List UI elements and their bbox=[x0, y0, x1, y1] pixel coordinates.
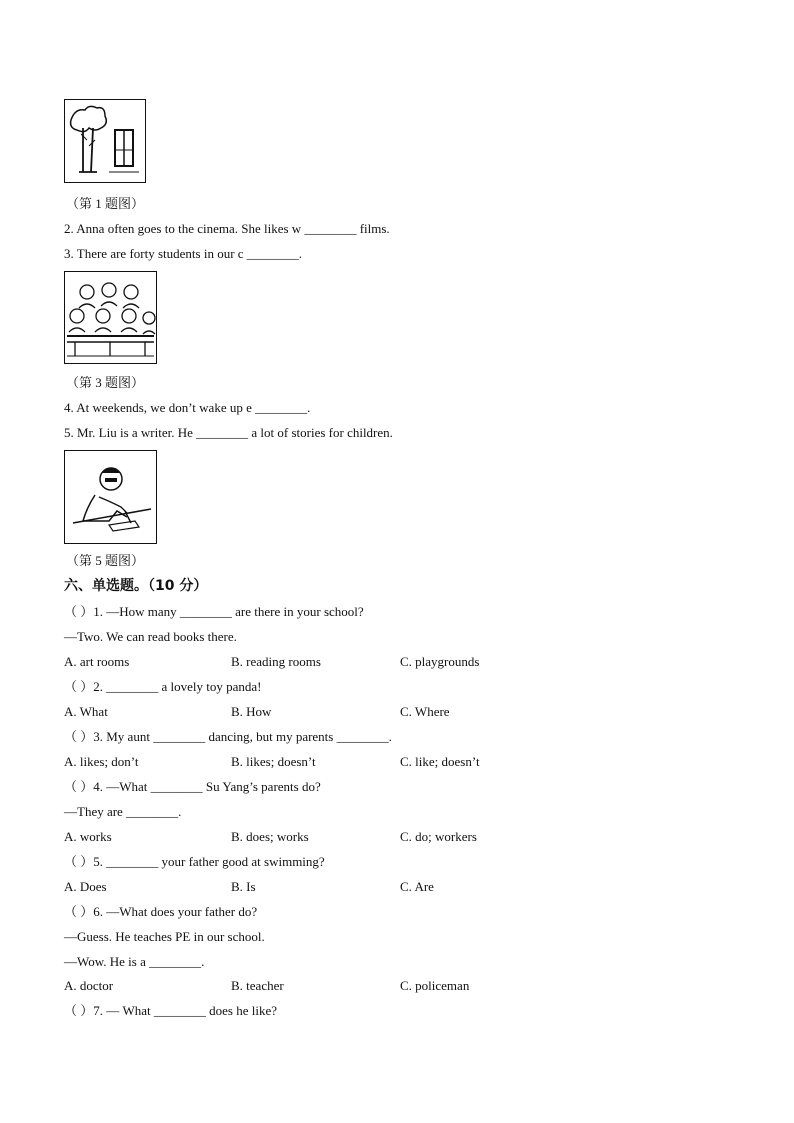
figure-caption: （第 1 题图） bbox=[66, 196, 145, 211]
figure-tree-window bbox=[64, 99, 146, 183]
mc-question-stem: （ ）5. ________ your father good at swimming? bbox=[64, 854, 325, 869]
figure-caption: （第 3 题图） bbox=[66, 375, 145, 390]
figure-writer bbox=[64, 450, 157, 544]
section-title: 六、单选题。（10 分） bbox=[64, 578, 208, 594]
option-a: A. likes; don’t bbox=[64, 754, 139, 769]
option-a: A. What bbox=[64, 704, 108, 719]
option-a: A. art rooms bbox=[64, 654, 130, 669]
option-c: C. do; workers bbox=[400, 829, 477, 844]
option-b: B. reading rooms bbox=[231, 654, 321, 669]
option-a: A. works bbox=[64, 829, 112, 844]
option-b: B. does; works bbox=[231, 829, 309, 844]
mc-question-line: —Guess. He teaches PE in our school. bbox=[64, 929, 265, 944]
fill-in-question: 4. At weekends, we don’t wake up e ________. bbox=[64, 400, 311, 415]
mc-question-stem: （ ）1. —How many ________ are there in your school? bbox=[64, 604, 364, 619]
mc-question-stem: （ ）4. —What ________ Su Yang’s parents do? bbox=[64, 779, 321, 794]
option-b: B. How bbox=[231, 704, 272, 719]
option-c: C. Where bbox=[400, 704, 450, 719]
option-b: B. Is bbox=[231, 879, 256, 894]
mc-question-stem: （ ）2. ________ a lovely toy panda! bbox=[64, 679, 262, 694]
fill-in-question: 5. Mr. Liu is a writer. He ________ a lot of stories for children. bbox=[64, 425, 393, 440]
option-b: B. likes; doesn’t bbox=[231, 754, 316, 769]
fill-in-question: 3. There are forty students in our c ________. bbox=[64, 246, 303, 261]
option-a: A. doctor bbox=[64, 978, 114, 993]
option-a: A. Does bbox=[64, 879, 107, 894]
mc-question-line: —Wow. He is a ________. bbox=[64, 954, 205, 969]
option-c: C. Are bbox=[400, 879, 434, 894]
mc-question-line: —They are ________. bbox=[64, 804, 182, 819]
mc-question-stem: （ ）3. My aunt ________ dancing, but my parents ________. bbox=[64, 729, 392, 744]
option-c: C. policeman bbox=[400, 978, 470, 993]
mc-question-stem: （ ）6. —What does your father do? bbox=[64, 904, 258, 919]
fill-in-question: 2. Anna often goes to the cinema. She likes w ________ films. bbox=[64, 221, 390, 236]
option-b: B. teacher bbox=[231, 978, 284, 993]
figure-caption: （第 5 题图） bbox=[66, 553, 145, 568]
mc-question-stem: （ ）7. — What ________ does he like? bbox=[64, 1003, 278, 1018]
figure-classroom bbox=[64, 271, 157, 364]
option-c: C. like; doesn’t bbox=[400, 754, 480, 769]
option-c: C. playgrounds bbox=[400, 654, 480, 669]
mc-question-line: —Two. We can read books there. bbox=[64, 629, 237, 644]
